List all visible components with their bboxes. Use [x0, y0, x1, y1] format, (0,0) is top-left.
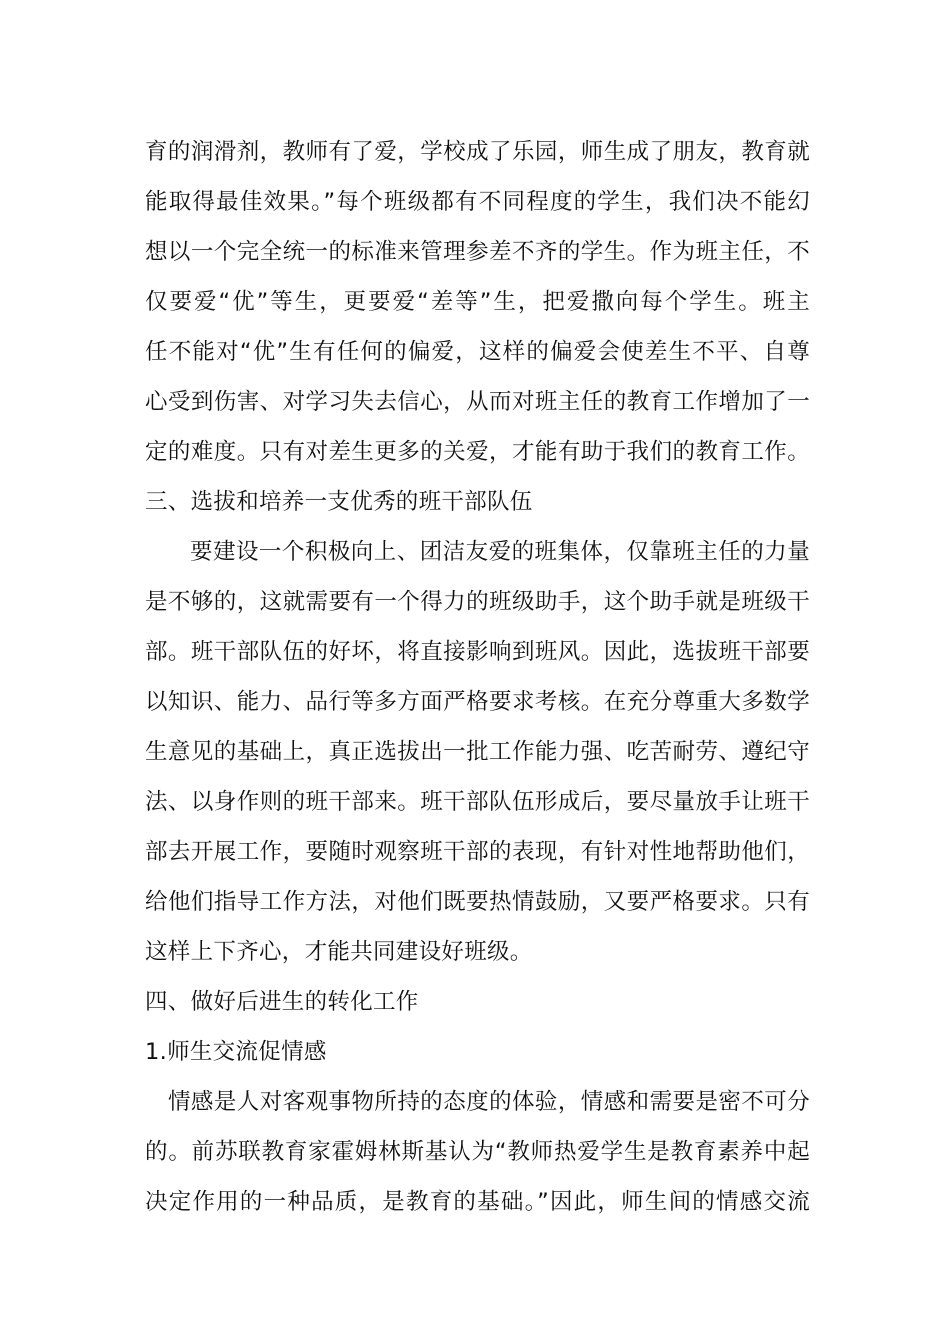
paragraph-line: 部去开展工作，要随时观察班干部的表现，有针对性地帮助他们， [145, 839, 810, 865]
paragraph-line: 仅要爱“优”等生，更要爱“差等”生，把爱撒向每个学生。班主 [145, 289, 810, 315]
section-heading-4: 四、做好后进生的转化工作 [145, 989, 419, 1015]
paragraph-line: 以知识、能力、品行等多方面严格要求考核。在充分尊重大多数学 [145, 689, 810, 715]
paragraph-line: 定的难度。只有对差生更多的关爱，才能有助于我们的教育工作。 [145, 439, 810, 465]
paragraph-line: 任不能对“优”生有任何的偏爱，这样的偏爱会使差生不平、自尊 [145, 339, 810, 365]
paragraph-line: 心受到伤害、对学习失去信心，从而对班主任的教育工作增加了一 [145, 389, 810, 415]
section-heading-3: 三、选拔和培养一支优秀的班干部队伍 [145, 489, 533, 515]
subsection-heading-1: 1.师生交流促情感 [145, 1039, 327, 1065]
paragraph-line: 能取得最佳效果。”每个班级都有不同程度的学生，我们决不能幻 [145, 189, 810, 215]
paragraph-line: 的。前苏联教育家霍姆林斯基认为“教师热爱学生是教育素养中起 [145, 1139, 810, 1165]
paragraph-line: 是不够的，这就需要有一个得力的班级助手，这个助手就是班级干 [145, 589, 810, 615]
paragraph-line: 部。班干部队伍的好坏，将直接影响到班风。因此，选拔班干部要 [145, 639, 810, 665]
paragraph-line: 法、以身作则的班干部来。班干部队伍形成后，要尽量放手让班干 [145, 789, 810, 815]
paragraph-line: 育的润滑剂，教师有了爱，学校成了乐园，师生成了朋友，教育就 [145, 139, 810, 165]
paragraph-line: 生意见的基础上，真正选拔出一批工作能力强、吃苦耐劳、遵纪守 [145, 739, 810, 765]
paragraph-line: 决定作用的一种品质，是教育的基础。”因此，师生间的情感交流 [145, 1189, 810, 1215]
paragraph-line: 想以一个完全统一的标准来管理参差不齐的学生。作为班主任，不 [145, 239, 810, 265]
paragraph-line: 要建设一个积极向上、团洁友爱的班集体，仅靠班主任的力量 [190, 539, 810, 565]
paragraph-line: 给他们指导工作方法，对他们既要热情鼓励，又要严格要求。只有 [145, 889, 810, 915]
paragraph-line: 这样上下齐心，才能共同建设好班级。 [145, 939, 533, 965]
paragraph-line: 情感是人对客观事物所持的态度的体验，情感和需要是密不可分 [168, 1089, 810, 1115]
